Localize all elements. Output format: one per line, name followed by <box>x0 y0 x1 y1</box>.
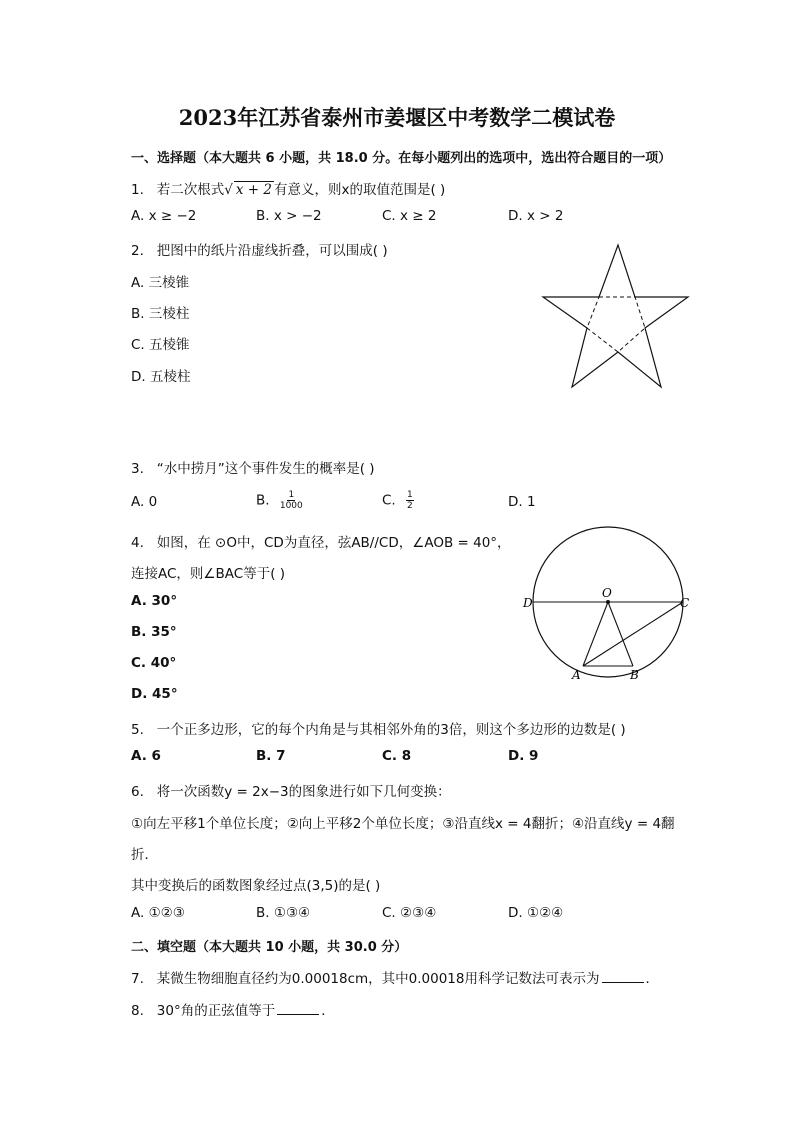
question-text: 若二次根式 <box>156 182 225 198</box>
option-a[interactable]: A. ①②③ <box>131 905 185 921</box>
option-b[interactable]: B. 7 <box>256 748 286 764</box>
question-6 <box>131 780 451 800</box>
answer-blank[interactable] <box>277 1002 319 1015</box>
question-3 <box>131 457 375 477</box>
question-number: 5. <box>131 722 144 738</box>
option-b[interactable]: B. 三棱柱 <box>131 306 190 322</box>
option-a[interactable]: A. 三棱锥 <box>131 275 190 291</box>
question-text: 把图中的纸片沿虚线折叠，可以围成( ) <box>156 243 388 259</box>
label-d: D <box>523 596 533 610</box>
label-a: A <box>572 668 581 682</box>
option-b[interactable]: B. ①③④ <box>256 905 311 921</box>
question-text: 30°角的正弦值等于 <box>156 1003 276 1019</box>
label-b: B <box>630 668 639 682</box>
fraction <box>280 490 303 511</box>
question-text-tail: 有意义，则x的取值范围是( ) <box>273 182 446 198</box>
question-number: 3. <box>131 461 144 477</box>
option-d[interactable]: D. 45° <box>131 686 178 702</box>
question-text-tail: ． <box>321 1003 335 1019</box>
numerator: 1 <box>288 490 295 500</box>
option-c[interactable] <box>382 490 414 511</box>
option-c[interactable]: C. 8 <box>382 748 412 764</box>
option-d[interactable]: D. ①②④ <box>508 905 564 921</box>
question-number: 4. <box>131 535 144 551</box>
option-c[interactable]: C. ②③④ <box>382 905 437 921</box>
sqrt-symbol: √ <box>224 182 233 198</box>
segment-ob <box>608 602 633 666</box>
denominator: 1000 <box>279 501 303 511</box>
question-number: 8. <box>131 1003 144 1019</box>
option-a[interactable]: A. 30° <box>131 593 178 609</box>
question-6-line3: 折． <box>131 847 158 863</box>
section-header-fill: 二、填空题（本大题共 10 小题，共 30.0 分） <box>131 940 408 955</box>
option-a[interactable]: A. 6 <box>131 748 161 764</box>
question-1 <box>131 178 445 198</box>
question-text: 如图，在 ⊙O中，CD为直径，弦AB//CD，∠AOB = 40°， <box>156 535 511 551</box>
option-d[interactable]: D. 9 <box>508 748 539 764</box>
option-d[interactable]: D. 1 <box>508 494 536 510</box>
label-o: O <box>602 586 612 600</box>
answer-blank[interactable] <box>602 970 644 983</box>
option-b[interactable]: B. 35° <box>131 624 177 640</box>
question-number: 7. <box>131 971 144 987</box>
question-5 <box>131 718 626 738</box>
segment-ac <box>583 602 683 666</box>
option-b[interactable]: B. x > −2 <box>256 208 322 224</box>
option-b-label: B. <box>256 492 270 509</box>
numerator: 1 <box>407 490 413 500</box>
radicand: x + 2 <box>235 182 272 198</box>
center-point <box>606 600 610 604</box>
question-number: 6. <box>131 784 144 800</box>
page-title: 2023年江苏省泰州市姜堰区中考数学二模试卷 <box>178 105 616 130</box>
question-6-line4: 其中变换后的函数图象经过点(3,5)的是( ) <box>131 878 381 894</box>
question-8 <box>131 999 335 1019</box>
question-text: 一个正多边形，它的每个内角是与其相邻外角的3倍，则这个多边形的边数是( ) <box>156 722 626 738</box>
option-b[interactable] <box>256 490 303 511</box>
question-4 <box>131 531 511 551</box>
option-c[interactable]: C. x ≥ 2 <box>382 208 437 224</box>
circle-figure <box>515 525 705 690</box>
label-c: C <box>680 596 690 610</box>
fraction <box>406 490 414 511</box>
question-text-tail: ． <box>645 971 659 987</box>
segment-oa <box>583 602 608 666</box>
question-6-line2: ①向左平移1个单位长度；②向上平移2个单位长度；③沿直线x = 4翻折；④沿直线y = 4翻 <box>131 816 675 832</box>
question-2 <box>131 239 388 259</box>
option-d[interactable]: D. 五棱柱 <box>131 369 191 385</box>
question-text: 将一次函数y = 2x−3的图象进行如下几何变换： <box>156 784 451 800</box>
section-header-choice: 一、选择题（本大题共 6 小题，共 18.0 分。在每小题列出的选项中，选出符合题目的一项） <box>131 151 672 166</box>
option-a[interactable]: A. x ≥ −2 <box>131 208 197 224</box>
question-4-line2: 连接AC，则∠BAC等于( ) <box>131 566 286 582</box>
option-c-label: C. <box>382 492 396 509</box>
option-d[interactable]: D. x > 2 <box>508 208 564 224</box>
option-c[interactable]: C. 40° <box>131 655 177 671</box>
denominator: 2 <box>407 501 413 511</box>
question-number: 2. <box>131 243 144 259</box>
star-figure <box>535 240 695 392</box>
question-text: “水中捞月”这个事件发生的概率是( ) <box>156 461 375 477</box>
option-a[interactable]: A. 0 <box>131 494 158 510</box>
question-number: 1. <box>131 182 144 198</box>
question-7 <box>131 967 659 987</box>
option-c[interactable]: C. 五棱锥 <box>131 337 190 353</box>
question-text: 某微生物细胞直径约为0.00018cm，其中0.00018用科学记数法可表示为 <box>156 971 600 987</box>
